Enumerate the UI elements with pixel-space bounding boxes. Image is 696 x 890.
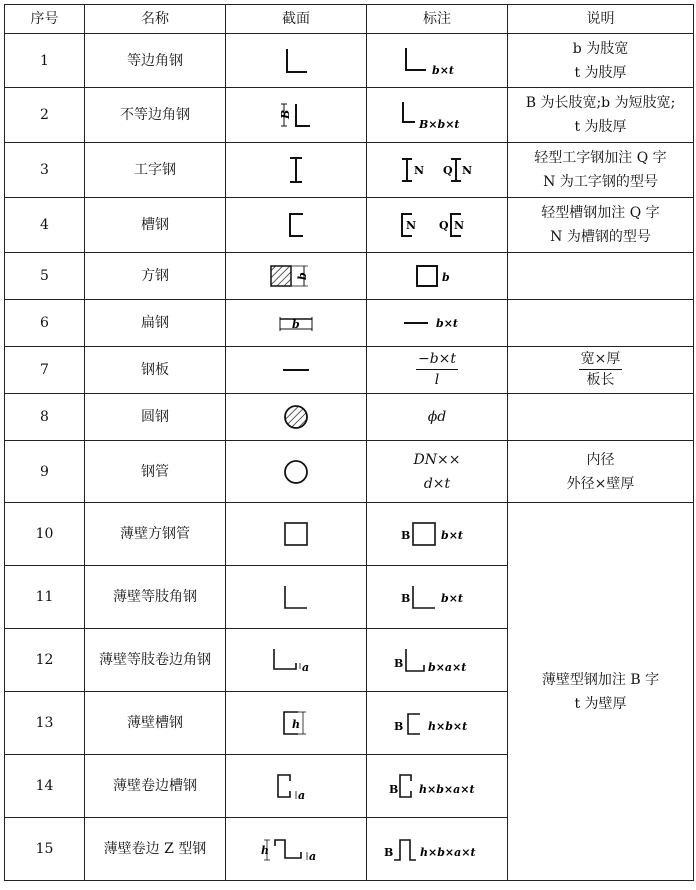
table-row xyxy=(5,503,694,566)
desc-cell xyxy=(508,88,694,143)
row-name: 钢板 xyxy=(85,347,226,394)
desc-cell xyxy=(508,394,694,441)
square-bar-section-icon xyxy=(266,261,326,291)
thin-lipped-channel-section-icon xyxy=(274,771,318,801)
channel-mark-icon xyxy=(399,210,475,240)
row-no: 7 xyxy=(5,347,85,394)
table-row xyxy=(5,143,694,198)
desc-line-1: 轻型工字钢加注 Q 字 xyxy=(534,150,667,166)
row-no: 10 xyxy=(5,503,85,566)
row-name: 槽钢 xyxy=(85,198,226,253)
desc-cell xyxy=(508,300,694,347)
row-no: 12 xyxy=(5,629,85,692)
mark-b: B xyxy=(401,592,411,605)
row-name: 薄壁槽钢 xyxy=(85,692,226,755)
thin-channel-mark-icon xyxy=(392,708,482,738)
row-no: 2 xyxy=(5,88,85,143)
desc-cell xyxy=(508,441,694,503)
desc-cell xyxy=(508,198,694,253)
mark-label: B×b×t xyxy=(419,118,460,131)
mark-line-1: DN×× xyxy=(413,451,461,468)
row-no: 11 xyxy=(5,566,85,629)
section-label: b xyxy=(296,272,309,280)
flat-bar-section-icon xyxy=(276,311,316,335)
desc-line-1: 薄壁型钢加注 B 字 xyxy=(541,671,660,688)
desc-numerator: 宽×厚 xyxy=(579,349,623,370)
mark-n: N xyxy=(462,164,473,177)
row-name: 扁钢 xyxy=(85,300,226,347)
i-beam-mark-icon xyxy=(399,155,475,185)
steel-plate-section-icon xyxy=(281,365,311,375)
row-no: 1 xyxy=(5,34,85,88)
mark-label: h×b×a×t xyxy=(420,846,476,859)
section-cell xyxy=(226,347,367,394)
row-name: 薄壁等肢卷边角钢 xyxy=(85,629,226,692)
section-cell xyxy=(226,143,367,198)
mark-b: B xyxy=(389,783,399,796)
mark-numerator: −b×t xyxy=(416,349,458,370)
section-label-h: h xyxy=(261,844,269,857)
row-name: 薄壁等肢角钢 xyxy=(85,566,226,629)
mark-cell xyxy=(367,755,508,818)
mark-label: h×b×a×t xyxy=(419,783,475,796)
desc-denominator: 板长 xyxy=(586,371,615,388)
section-cell xyxy=(226,566,367,629)
section-label: a xyxy=(298,789,306,802)
row-no: 8 xyxy=(5,394,85,441)
row-no: 13 xyxy=(5,692,85,755)
desc-line-2: t 为肢厚 xyxy=(574,119,627,135)
row-name: 等边角钢 xyxy=(85,34,226,88)
header-mark: 标注 xyxy=(367,5,508,34)
section-label: b xyxy=(292,318,300,331)
plate-desc-fraction xyxy=(579,349,623,390)
desc-line-1: b 为肢宽 xyxy=(572,40,629,57)
mark-line-2: d×t xyxy=(423,475,451,492)
mark-n: N xyxy=(414,164,425,177)
desc-cell xyxy=(508,34,694,88)
section-label: h xyxy=(292,718,300,731)
row-no: 4 xyxy=(5,198,85,253)
desc-line-2: N 为工字钢的型号 xyxy=(543,174,658,190)
mark-cell xyxy=(367,300,508,347)
table-row xyxy=(5,441,694,503)
table-row xyxy=(5,88,694,143)
row-name: 薄壁卷边 Z 型钢 xyxy=(85,818,226,881)
row-name: 方钢 xyxy=(85,253,226,300)
row-name: 圆钢 xyxy=(85,394,226,441)
mark-b: B xyxy=(401,529,411,542)
mark-cell: ϕd xyxy=(367,394,508,441)
mark-q: Q xyxy=(443,164,453,177)
thin-lipped-angle-section-icon xyxy=(270,645,322,675)
mark-q: Q xyxy=(439,219,449,232)
row-no: 3 xyxy=(5,143,85,198)
mark-cell xyxy=(367,629,508,692)
section-label: a xyxy=(302,661,310,674)
mark-label: b×a×t xyxy=(428,661,467,674)
desc-line-2: 外径×壁厚 xyxy=(566,475,635,492)
mark-denominator: l xyxy=(434,371,440,388)
mark-cell xyxy=(367,503,508,566)
desc-cell xyxy=(508,347,694,394)
mark-b: B xyxy=(394,657,404,670)
equal-angle-section-icon xyxy=(281,46,311,76)
desc-line-2: N 为槽钢的型号 xyxy=(550,229,651,245)
section-cell xyxy=(226,253,367,300)
desc-line-2: t 为壁厚 xyxy=(574,695,627,712)
mark-cell xyxy=(367,692,508,755)
thin-lipped-z-section-icon xyxy=(261,834,331,864)
desc-line-1: 轻型槽钢加注 Q 字 xyxy=(541,205,660,221)
section-cell xyxy=(226,503,367,566)
section-label: B xyxy=(279,109,292,119)
row-name: 薄壁卷边槽钢 xyxy=(85,755,226,818)
mark-cell xyxy=(367,143,508,198)
mark-b: B xyxy=(384,846,394,859)
mark-cell xyxy=(367,198,508,253)
thin-lipped-channel-mark-icon xyxy=(387,771,487,801)
section-cell xyxy=(226,629,367,692)
row-no: 5 xyxy=(5,253,85,300)
mark-label: b×t xyxy=(432,63,454,77)
thin-lipped-z-mark-icon xyxy=(382,834,492,864)
section-cell xyxy=(226,441,367,503)
section-cell xyxy=(226,198,367,253)
row-name: 工字钢 xyxy=(85,143,226,198)
mark-n: N xyxy=(406,219,417,232)
unequal-angle-section-icon xyxy=(276,100,316,130)
row-name: 薄壁方钢管 xyxy=(85,503,226,566)
mark-label: b×t xyxy=(436,317,458,330)
i-beam-section-icon xyxy=(281,155,311,185)
section-cell xyxy=(226,88,367,143)
thin-wall-desc-cell xyxy=(508,503,694,881)
plate-mark-fraction xyxy=(416,349,458,390)
table-row xyxy=(5,394,694,441)
steel-section-table xyxy=(4,4,694,881)
mark-cell xyxy=(367,88,508,143)
channel-section-icon xyxy=(281,210,311,240)
section-cell xyxy=(226,818,367,881)
mark-cell xyxy=(367,818,508,881)
section-cell xyxy=(226,755,367,818)
header-no: 序号 xyxy=(5,5,85,34)
table-row xyxy=(5,198,694,253)
unequal-angle-mark-icon xyxy=(399,100,475,130)
mark-label: b×t xyxy=(441,592,463,605)
mark-b: B xyxy=(394,720,404,733)
mark-label: b×t xyxy=(441,529,463,542)
thin-equal-angle-mark-icon xyxy=(399,582,475,612)
mark-cell xyxy=(367,347,508,394)
table-row xyxy=(5,300,694,347)
desc-line-1: 内径 xyxy=(586,451,615,468)
flat-bar-mark-icon xyxy=(402,313,472,333)
section-cell xyxy=(226,300,367,347)
mark-cell xyxy=(367,566,508,629)
steel-pipe-section-icon xyxy=(281,457,311,487)
desc-cell xyxy=(508,143,694,198)
section-cell xyxy=(226,394,367,441)
mark-label: h×b×t xyxy=(428,720,468,733)
table-row xyxy=(5,253,694,300)
section-label-a: a xyxy=(309,850,317,863)
mark-cell xyxy=(367,441,508,503)
thin-square-tube-section-icon xyxy=(281,519,311,549)
desc-line-2: t 为肢厚 xyxy=(574,64,627,81)
thin-square-tube-mark-icon xyxy=(399,519,475,549)
mark-n: N xyxy=(454,219,465,232)
thin-channel-section-icon xyxy=(276,708,316,738)
row-name: 钢管 xyxy=(85,441,226,503)
desc-cell xyxy=(508,253,694,300)
section-cell xyxy=(226,692,367,755)
section-cell xyxy=(226,34,367,88)
thin-lipped-angle-mark-icon xyxy=(392,645,482,675)
table-row xyxy=(5,34,694,88)
header-row xyxy=(5,5,694,34)
header-name: 名称 xyxy=(85,5,226,34)
header-section: 截面 xyxy=(226,5,367,34)
row-no: 15 xyxy=(5,818,85,881)
row-no: 14 xyxy=(5,755,85,818)
mark-cell xyxy=(367,34,508,88)
row-name: 不等边角钢 xyxy=(85,88,226,143)
mark-label: b xyxy=(442,271,450,284)
row-no: 6 xyxy=(5,300,85,347)
mark-cell xyxy=(367,253,508,300)
desc-line-1: B 为长肢宽;b 为短肢宽; xyxy=(525,95,676,111)
square-bar-mark-icon xyxy=(412,261,462,291)
round-bar-section-icon xyxy=(281,402,311,432)
thin-equal-angle-section-icon xyxy=(281,582,311,612)
table-row xyxy=(5,347,694,394)
row-no: 9 xyxy=(5,441,85,503)
header-desc: 说明 xyxy=(508,5,694,34)
equal-angle-mark-icon xyxy=(402,46,472,76)
